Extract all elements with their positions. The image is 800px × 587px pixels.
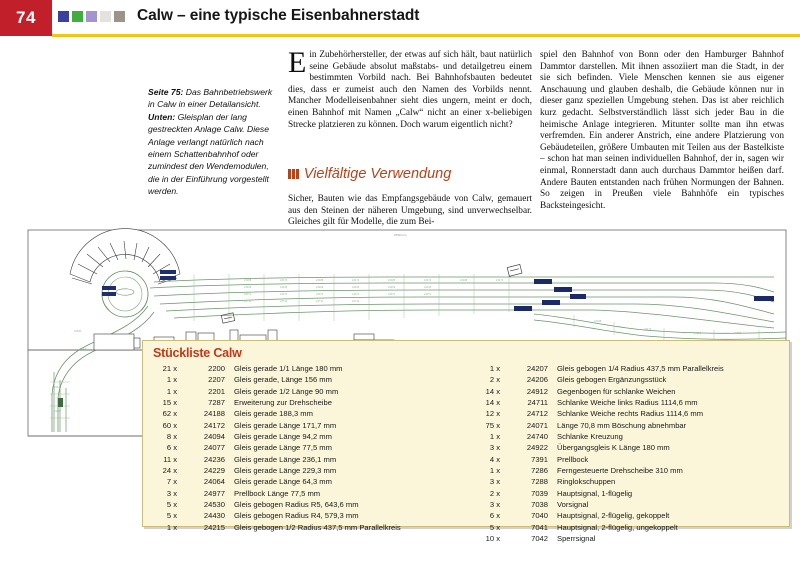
svg-text:24712: 24712 [352, 300, 360, 303]
parts-article-number: 2201 [208, 386, 225, 396]
svg-text:24172: 24172 [644, 328, 652, 331]
caption-label-2: Unten: [148, 111, 176, 122]
parts-article-number: 7286 [531, 466, 548, 476]
parts-description: Gleis gerade 1/2 Länge 90 mm [234, 386, 339, 396]
parts-description: Gleis gerade 1/1 Länge 180 mm [234, 364, 343, 373]
parts-description: Ferngesteuerte Drehscheibe 310 mm [557, 466, 683, 476]
parts-list-row [143, 374, 466, 385]
parts-article-number: 24712 [526, 409, 548, 419]
svg-text:24188: 24188 [594, 320, 602, 323]
parts-qty: 14 x [485, 386, 500, 396]
svg-text:3750 mm: 3750 mm [394, 233, 407, 237]
page-number-badge: 74 [0, 0, 52, 36]
parts-list-row [143, 522, 466, 533]
parts-list-row [143, 420, 466, 431]
caption-label-1: Seite 75: [148, 87, 184, 97]
parts-qty: 2 x [489, 375, 500, 385]
svg-text:24188: 24188 [244, 279, 252, 282]
parts-description: Gleis gerade Länge 236,1 mm [234, 454, 337, 464]
header-swatch-group [58, 11, 125, 22]
parts-article-number: 24977 [203, 488, 225, 498]
parts-description: Länge 70,8 mm Böschung abnehmbar [557, 420, 687, 430]
parts-qty: 5 x [166, 500, 177, 510]
parts-list-title: Stückliste Calw [153, 346, 242, 360]
svg-text:24071: 24071 [244, 293, 252, 296]
parts-article-number: 24188 [203, 409, 225, 419]
parts-list-row [143, 499, 466, 510]
svg-text:24188: 24188 [388, 279, 396, 282]
parts-list-row [466, 408, 789, 419]
svg-text:24229: 24229 [316, 286, 324, 289]
parts-list-row [466, 420, 789, 431]
parts-description: Vorsignal [557, 500, 589, 510]
parts-list-columns [143, 363, 789, 545]
parts-description: Ringlokschuppen [557, 477, 616, 487]
parts-list-row [466, 442, 789, 453]
svg-text:24229: 24229 [244, 286, 252, 289]
parts-qty: 5 x [489, 522, 500, 532]
parts-list-column-right [466, 363, 789, 545]
parts-article-number: 7039 [531, 488, 548, 498]
svg-text:24071: 24071 [316, 293, 324, 296]
parts-qty: 11 x [163, 454, 177, 464]
parts-qty: 15 x [162, 398, 177, 408]
parts-list-row [143, 431, 466, 442]
parts-list-row [466, 465, 789, 476]
parts-qty: 7 x [166, 477, 177, 487]
parts-qty: 75 x [485, 420, 500, 430]
svg-text:24071: 24071 [424, 293, 432, 296]
parts-description: Schlanke Weiche rechts Radius 1114,6 mm [557, 409, 704, 419]
lead-curve-left [52, 306, 148, 432]
svg-text:24188: 24188 [460, 279, 468, 282]
parts-article-number: 24064 [203, 477, 225, 487]
parts-qty: 8 x [166, 432, 177, 442]
plan-legend-icon-2 [507, 264, 522, 276]
parts-qty: 21 x [162, 364, 177, 373]
parts-list-row [143, 386, 466, 397]
parts-article-number: 24215 [203, 522, 225, 532]
subheading-text: Vielfältige Verwendung [303, 166, 452, 182]
subheading [288, 166, 538, 182]
parts-article-number: 24172 [203, 420, 225, 430]
subheading-block [288, 166, 538, 182]
parts-qty: 3 x [166, 488, 177, 498]
parts-description: Gleis gerade Länge 77,5 mm [234, 443, 332, 453]
parts-description: Gleis gerade Länge 229,3 mm [234, 466, 337, 476]
parts-description: Prellbock Länge 77,5 mm [234, 488, 321, 498]
parts-description: Schlanke Kreuzung [557, 432, 623, 442]
parts-list-row [466, 363, 789, 374]
parts-description: Prellbock [557, 454, 589, 464]
svg-text:24071: 24071 [280, 293, 288, 296]
svg-text:24712: 24712 [280, 300, 288, 303]
svg-text:24236: 24236 [352, 286, 360, 289]
body-column-right [540, 50, 784, 212]
parts-description: Gleis gebogen 1/2 Radius 437,5 mm Parallelkreis [234, 522, 401, 532]
parts-list-row [143, 454, 466, 465]
swatch-5 [114, 11, 125, 22]
parts-list-row [466, 397, 789, 408]
swatch-1 [58, 11, 69, 22]
parts-article-number: 24922 [526, 443, 548, 453]
caption-text-2: Gleisplan der lang gestreckten Anlage Calw. Diese Anlage verlangt natürlich nach einem Schattenbahnhof oder zumindest den Wendemodulen, die in der Einführung vorgestellt werden. [148, 111, 270, 197]
parts-list-row [143, 442, 466, 453]
parts-description: Sperrsignal [557, 534, 596, 544]
svg-text:24172: 24172 [496, 279, 504, 282]
parts-list-row [143, 363, 466, 374]
parts-qty: 3 x [489, 477, 500, 487]
svg-text:24236: 24236 [734, 332, 742, 335]
svg-text:24711: 24711 [316, 300, 324, 303]
svg-text:24711: 24711 [244, 300, 252, 303]
parts-article-number: 7391 [531, 454, 548, 464]
svg-text:24172: 24172 [352, 279, 360, 282]
parts-qty: 6 x [166, 443, 177, 453]
svg-text:24207: 24207 [54, 410, 62, 413]
parts-qty: 4 x [489, 454, 500, 464]
svg-text:24229: 24229 [694, 332, 702, 335]
svg-text:24188: 24188 [316, 279, 324, 282]
parts-description: Gleis gebogen Ergänzungsstück [557, 375, 667, 385]
parts-qty: 24 x [162, 466, 177, 476]
body-paragraph-1: in Zubehörhersteller, der etwas auf sich hält, baut natürlich seine Gebäude absolut maßstabs- und detailgetreu einem bestimmten Vorbild nach. Bei Bahnhofsbauten bedeutet dies, dass er zumeist auch den Namen des Vorbilds nennt. Mancher Modelleisenbahner sieht dies ungern, meint er doch, einen Bahnhof mit Namen „Calw“ nicht an einer x-beliebigen Strecke platzieren zu können. Doch warum eigentlich nicht? [288, 50, 532, 130]
figure-caption [148, 86, 276, 198]
parts-description: Gleis gebogen 1/4 Radius 437,5 mm Parallelkreis [557, 364, 724, 373]
parts-qty: 3 x [489, 500, 500, 510]
parts-qty: 5 x [166, 511, 177, 521]
plan-legend-icon [221, 313, 234, 323]
parts-qty: 6 x [489, 511, 500, 521]
parts-list-row [143, 408, 466, 419]
parts-list-row [466, 374, 789, 385]
parts-description: Hauptsignal, 2-flügelig, ungekoppelt [557, 522, 678, 532]
parts-description: Erweiterung zur Drehscheibe [234, 398, 332, 408]
svg-text:24229: 24229 [388, 286, 396, 289]
parts-list-row [143, 476, 466, 487]
parts-article-number: 24229 [203, 466, 225, 476]
parts-qty: 3 x [489, 443, 500, 453]
parts-article-number: 24711 [527, 398, 548, 408]
parts-qty: 62 x [162, 409, 177, 419]
parts-article-number: 24206 [526, 375, 548, 385]
parts-list-row [466, 454, 789, 465]
parts-article-number: 24207 [526, 364, 548, 373]
parts-article-number: 2207 [208, 375, 225, 385]
parts-qty: 1 x [489, 364, 500, 373]
parts-article-number: 7042 [531, 534, 548, 544]
parts-list-row [466, 476, 789, 487]
parts-article-number: 2200 [208, 364, 225, 373]
swatch-3 [86, 11, 97, 22]
swatch-4 [100, 11, 111, 22]
parts-description: Hauptsignal, 2-flügelig, gekoppelt [557, 511, 670, 521]
parts-list-row [466, 533, 789, 544]
svg-text:24236: 24236 [280, 286, 288, 289]
parts-article-number: 7040 [531, 511, 548, 521]
parts-description: Gleis gerade Länge 64,3 mm [234, 477, 332, 487]
parts-article-number: 24071 [526, 420, 548, 430]
page-title: Calw – eine typische Eisenbahnerstadt [137, 7, 420, 24]
parts-article-number: 7288 [531, 477, 548, 487]
parts-description: Gegenbogen für schlanke Weichen [557, 386, 676, 396]
svg-text:24530: 24530 [74, 330, 82, 333]
body-column-middle [288, 46, 532, 131]
parts-qty: 1 x [489, 466, 500, 476]
parts-qty: 1 x [489, 432, 500, 442]
parts-description: Gleis gerade Länge 94,2 mm [234, 432, 332, 442]
parts-qty: 12 x [485, 409, 500, 419]
svg-text:24215: 24215 [54, 386, 62, 389]
parts-description: Gleis gebogen Radius R5, 643,6 mm [234, 500, 359, 510]
body-paragraph-2: Sicher, Bauten wie das Empfangsgebäude von Calw, gemauert aus den Steinen der näheren Umgebung, sind unverwechselbar. Gleiches gilt für Modelle, die zum Bei- [288, 194, 532, 228]
parts-qty: 1 x [166, 522, 177, 532]
svg-text:24236: 24236 [424, 286, 432, 289]
parts-description: Hauptsignal, 1-flügelig [557, 488, 633, 498]
header-rule-shadow [52, 36, 800, 37]
parts-list-row [466, 499, 789, 510]
parts-article-number: 24740 [526, 432, 548, 442]
svg-text:24071: 24071 [388, 293, 396, 296]
parts-list-row [143, 465, 466, 476]
svg-text:24172: 24172 [280, 279, 288, 282]
track-label-boxes [102, 270, 774, 311]
parts-article-number: 24430 [203, 511, 225, 521]
parts-description: Gleis gerade Länge 171,7 mm [234, 420, 337, 430]
parts-list-row [466, 386, 789, 397]
parts-qty: 10 x [485, 534, 500, 544]
body-paragraph-3: spiel den Bahnhof von Bonn oder den Hamburger Bahnhof Dammtor darstellen. Mit ihnen assoziiert man die Stadt, in der sie sich befinden. Viele Menschen kennen sie aus eigener Anschauung und glauben deshalb, die Gebäude können nur in dieser ganz speziellen Umgebung stehen. Das ist aber reichlich kurz gedacht. Selbstverständlich lässt sich jeder Bau in die heimische Anlage integrieren. Mitunter sollte man ihn etwas verfremden. Ein anderer Anstrich, eine andere Platzierung von Gebäudeteilen, größere Umbauten mit Teilen aus der Bastelkiste – schon hat man seinen individuellen Bahnhof, der in, sagen wir einmal, Ronnerstadt dann auch durchaus Dammtor heißen darf. Andere Bauten entstanden nach frühen Normungen der Bahnen. So zeigen in Preußen viele Bahnhöfe ein typisches Backsteingesicht. [540, 50, 784, 211]
parts-qty: 60 x [162, 420, 177, 430]
caption-text-1: Das Bahnbetriebswerk in Calw in einer Detailansicht. [148, 87, 273, 110]
drop-cap: E [288, 46, 307, 79]
parts-list-row [143, 488, 466, 499]
parts-article-number: 24094 [203, 432, 225, 442]
parts-list-row [466, 431, 789, 442]
parts-article-number: 7038 [531, 500, 548, 510]
parts-list-row [466, 522, 789, 533]
parts-description: Gleis gebogen Radius R4, 579,3 mm [234, 511, 359, 521]
parts-description: Gleis gerade, Länge 156 mm [234, 375, 332, 385]
svg-text:24172: 24172 [424, 279, 432, 282]
parts-list-row [143, 510, 466, 521]
subheading-bars-icon [288, 169, 299, 179]
parts-article-number: 7041 [531, 522, 548, 532]
parts-article-number: 24077 [203, 443, 225, 453]
parts-list-panel [142, 340, 790, 544]
parts-list-row [466, 510, 789, 521]
swatch-2 [72, 11, 83, 22]
page-header [0, 0, 800, 38]
parts-list-column-left [143, 363, 466, 545]
parts-description: Schlanke Weiche links Radius 1114,6 mm [557, 398, 698, 408]
parts-qty: 1 x [166, 375, 177, 385]
parts-list-row [466, 488, 789, 499]
parts-description: Übergangsgleis K Länge 180 mm [557, 443, 670, 453]
parts-description: Gleis gerade 188,3 mm [234, 409, 313, 419]
svg-text:24430: 24430 [80, 348, 88, 351]
svg-text:24071: 24071 [352, 293, 360, 296]
parts-article-number: 24912 [526, 386, 548, 396]
parts-qty: 2 x [489, 488, 500, 498]
parts-list-row [143, 397, 466, 408]
parts-article-number: 24236 [203, 454, 225, 464]
parts-qty: 1 x [166, 386, 177, 396]
parts-qty: 14 x [485, 398, 500, 408]
parts-article-number: 7287 [208, 398, 225, 408]
parts-article-number: 24530 [203, 500, 225, 510]
